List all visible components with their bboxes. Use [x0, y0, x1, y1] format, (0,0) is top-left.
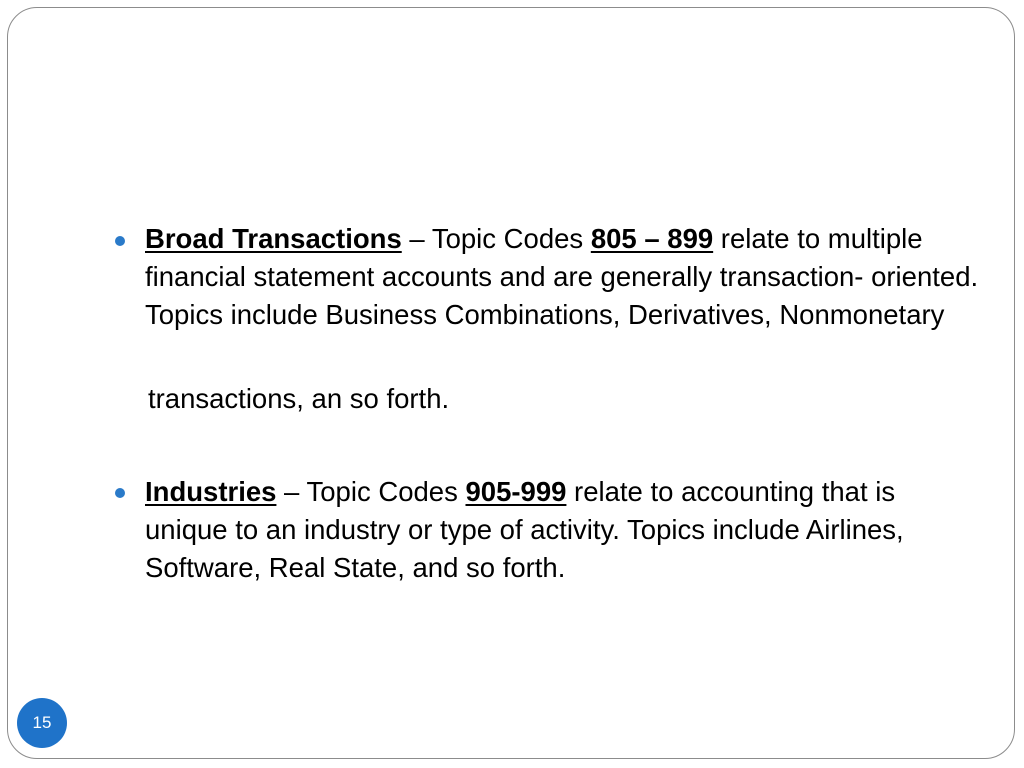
bullet-continuation-text: transactions, an so forth. — [148, 383, 450, 414]
topic-code-range: 905-999 — [465, 476, 567, 507]
bullet-body-text: relate to accounting that is unique to an industry or type of activity. Topics include Airlines, Software, Real State, and so forth. — [145, 476, 904, 583]
bullet-industries — [145, 473, 985, 587]
bullet-broad-transactions — [145, 220, 985, 334]
bullet-dash-text: – Topic Codes — [401, 223, 591, 254]
bullet-dash-text: – Topic Codes — [276, 476, 466, 507]
bullet-icon — [115, 236, 125, 246]
bullet-term: Industries — [145, 476, 277, 507]
page-number-badge: 15 — [17, 698, 67, 748]
topic-code-range: 805 – 899 — [590, 223, 714, 254]
bullet-term: Broad Transactions — [145, 223, 402, 254]
bullet-icon — [115, 488, 125, 498]
bullet-body-text: relate to multiple financial statement accounts and are generally transaction- oriented. Topics include Business Combinations, Derivatives, Nonmonetary — [145, 223, 979, 330]
